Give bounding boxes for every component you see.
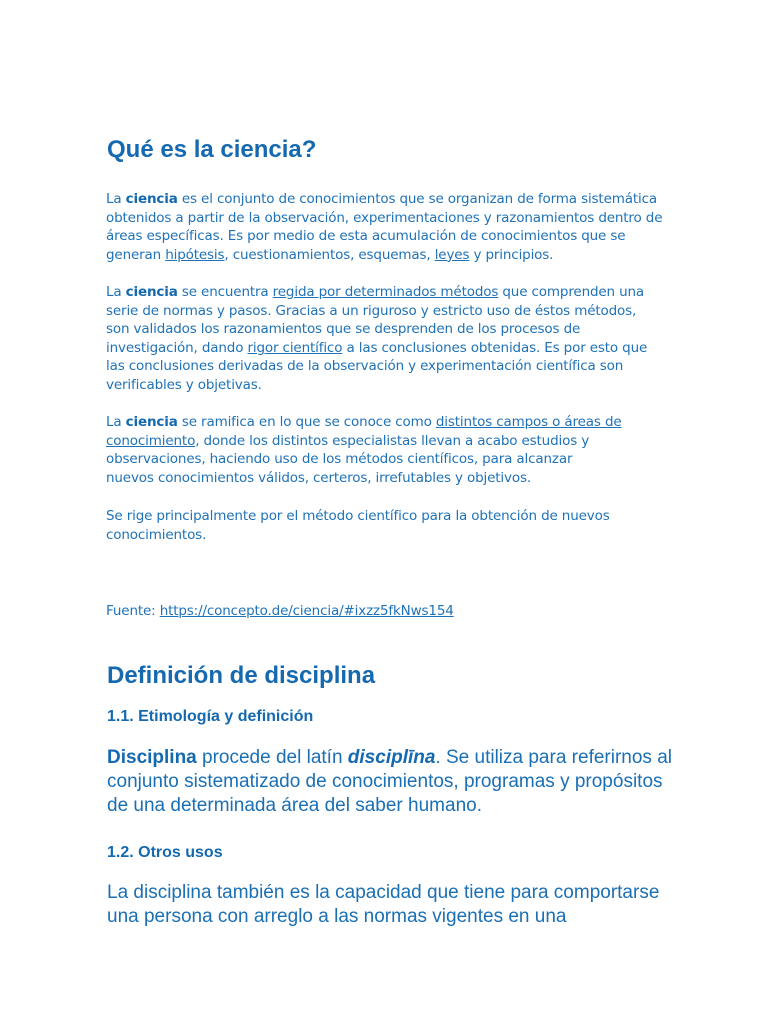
bold-term: ciencia bbox=[125, 191, 178, 207]
text: conjunto sistematizado de conocimientos, programas y propósitos bbox=[107, 771, 663, 792]
text: investigación, dando bbox=[106, 339, 248, 356]
text: a las conclusiones obtenidas. Es por esto que bbox=[342, 339, 648, 356]
text: , donde los distintos especialistas llevan a acabo estudios y bbox=[195, 432, 590, 449]
leyes-link[interactable]: leyes bbox=[434, 246, 470, 263]
text: verificables y objetivas. bbox=[106, 376, 262, 393]
italic-term: disciplīna bbox=[347, 747, 436, 768]
subsection-title: 1.1. Etimología y definición bbox=[107, 708, 314, 725]
bold-term: ciencia bbox=[125, 284, 178, 300]
text: procede del latín bbox=[196, 747, 348, 768]
text: las conclusiones derivadas de la observación y experimentación científica son bbox=[106, 358, 624, 375]
text: y principios. bbox=[469, 246, 554, 263]
rigor-cientifico-link[interactable]: rigor científico bbox=[247, 339, 343, 356]
text: observaciones, haciendo uso de los métodos científicos, para alcanzar bbox=[106, 451, 573, 468]
text: obtenidos a partir de la observación, experimentaciones y razonamientos dentro de bbox=[106, 209, 663, 226]
text: conocimientos. bbox=[106, 526, 207, 543]
paragraph-ciencia-metodos bbox=[106, 283, 647, 395]
source-label: Fuente: bbox=[106, 603, 160, 619]
paragraph-otros-usos bbox=[107, 881, 659, 929]
metodos-link[interactable]: regida por determinados métodos bbox=[272, 284, 499, 300]
bold-term: ciencia bbox=[125, 414, 178, 430]
text: es el conjunto de conocimientos que se organizan de forma sistemática bbox=[177, 191, 657, 207]
text: La bbox=[106, 414, 126, 430]
conocimiento-link[interactable]: conocimiento bbox=[106, 432, 196, 449]
text: La bbox=[106, 191, 126, 207]
source-line bbox=[106, 602, 454, 621]
campos-link[interactable]: distintos campos o áreas de bbox=[435, 414, 622, 430]
text: áreas específicas. Es por medio de esta acumulación de conocimientos que se bbox=[106, 228, 626, 245]
section-title: Definición de disciplina bbox=[107, 662, 376, 689]
text: La bbox=[106, 284, 126, 300]
text: . Se utiliza para referirnos al bbox=[435, 747, 672, 768]
paragraph-metodo-cientifico bbox=[106, 507, 610, 544]
text: serie de normas y pasos. Gracias a un riguroso y estricto uso de éstos métodos, bbox=[106, 302, 637, 319]
text: se encuentra bbox=[177, 284, 273, 300]
text: generan bbox=[106, 246, 166, 263]
text: que comprenden una bbox=[498, 284, 645, 300]
text: La disciplina también es la capacidad que tiene para comportarse bbox=[107, 882, 660, 903]
text: , cuestionamientos, esquemas, bbox=[224, 246, 435, 263]
hipotesis-link[interactable]: hipótesis bbox=[165, 246, 225, 263]
text: de una determinada área del saber humano. bbox=[107, 795, 482, 816]
page-title: Qué es la ciencia? bbox=[107, 136, 317, 163]
paragraph-ciencia-campos bbox=[106, 413, 622, 487]
text: Se rige principalmente por el método científico para la obtención de nuevos bbox=[106, 508, 610, 524]
text: nuevos conocimientos válidos, certeros, irrefutables y objetivos. bbox=[106, 469, 531, 486]
bold-term: Disciplina bbox=[107, 747, 197, 768]
text: una persona con arreglo a las normas vigentes en una bbox=[107, 906, 567, 927]
paragraph-ciencia-definition bbox=[106, 190, 662, 264]
subsection-title: 1.2. Otros usos bbox=[107, 844, 223, 861]
text: son validados los razonamientos que se desprenden de los procesos de bbox=[106, 321, 581, 338]
source-link[interactable]: https://concepto.de/ciencia/#ixzz5fkNws154 bbox=[159, 603, 454, 619]
text: se ramifica en lo que se conoce como bbox=[177, 414, 436, 430]
paragraph-definicion bbox=[107, 746, 672, 818]
